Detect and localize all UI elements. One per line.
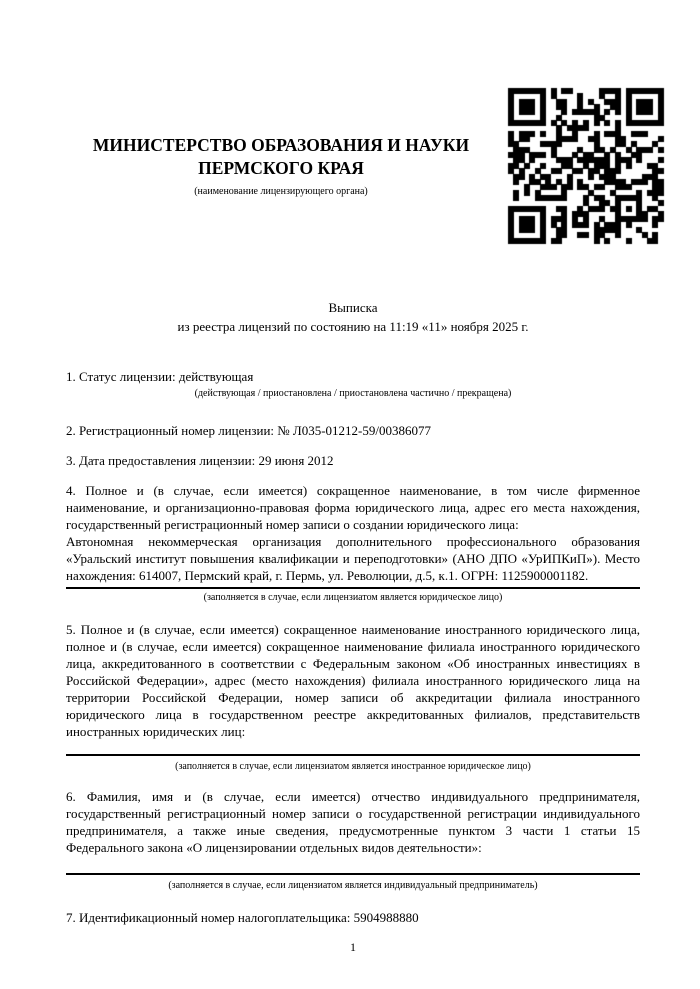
document-content bbox=[66, 0, 640, 956]
document-title-block bbox=[66, 298, 640, 336]
item-2-registration-number bbox=[66, 422, 640, 439]
item-text: 4. Полное и (в случае, если имеется) сокращенное наименование, в том числе фирменное наименование, и организационно-правовая форма юридического лица, адрес его места нахождения, государственный регистрационный номер записи о создании юридического лица: bbox=[66, 483, 640, 532]
item-fill-caption: (заполняется в случае, если лицензиатом является индивидуальный предприниматель) bbox=[168, 880, 538, 891]
document-title: Выписка bbox=[328, 300, 378, 315]
ministry-name-line2: ПЕРМСКОГО КРАЯ bbox=[198, 158, 364, 178]
item-3-grant-date bbox=[66, 452, 640, 469]
item-4-legal-entity bbox=[66, 482, 640, 604]
page-number: 1 bbox=[350, 940, 356, 954]
item-6-individual-entrepreneur bbox=[66, 788, 640, 892]
separator-line bbox=[66, 754, 640, 756]
item-text: 2. Регистрационный номер лицензии: № Л035-01212-59/00386077 bbox=[66, 423, 432, 438]
document-subtitle: из реестра лицензий по состоянию на 11:19 «11» ноября 2025 г. bbox=[177, 319, 529, 334]
item-5-foreign-entity bbox=[66, 621, 640, 773]
item-7-taxpayer-id bbox=[66, 909, 640, 926]
ministry-name-line1: МИНИСТЕРСТВО ОБРАЗОВАНИЯ И НАУКИ bbox=[92, 135, 470, 155]
item-text: 3. Дата предоставления лицензии: 29 июня 2012 bbox=[66, 453, 334, 468]
item-text: 5. Полное и (в случае, если имеется) сокращенное наименование иностранного юридического лица, полное и (в случае, если имеется) сокращенное наименование филиала иностранного юридического лица, аккредитованного в соответствии с Федеральным законом «Об иностранных инвестициях в Российской Федерации», адрес (место нахождения) филиала иностранного юридического лица на территории Российской Федерации, номер записи об аккредитации филиала иностранного юридического лица в государственном реестре аккредитованных филиалов, представительств иностранных юридических лиц: bbox=[66, 622, 640, 739]
item-answer: Автономная некоммерческая организация дополнительного профессионального образования «Уральский институт повышения квалификации и переподготовки» (АНО ДПО «УрИПКиП»). Место нахождения: 614007, Пермский край, г. Пермь, ул. Революции, д.5, к.1. ОГРН: 1125900001182. bbox=[66, 534, 640, 583]
item-text: 7. Идентификационный номер налогоплательщика: 5904988880 bbox=[66, 910, 419, 925]
ministry-name-caption: (наименование лицензирующего органа) bbox=[194, 186, 368, 197]
licensing-authority-header bbox=[66, 134, 496, 198]
item-1-license-status bbox=[66, 368, 640, 400]
item-text: 6. Фамилия, имя и (в случае, если имеется) отчество индивидуального предпринимателя, государственный регистрационный номер записи о государственной регистрации индивидуального предпринимателя, а также иные сведения, предусмотренные пунктом 3 части 1 статьи 15 Федерального закона «О лицензировании отдельных видов деятельности»: bbox=[66, 789, 640, 855]
item-fill-caption: (действующая / приостановлена / приостановлена частично / прекращена) bbox=[194, 388, 512, 399]
item-fill-caption: (заполняется в случае, если лицензиатом является юридическое лицо) bbox=[203, 592, 503, 603]
item-text: 1. Статус лицензии: действующая bbox=[66, 369, 254, 384]
ministry-name bbox=[66, 134, 496, 180]
separator-line bbox=[66, 873, 640, 875]
separator-line bbox=[66, 587, 640, 589]
item-fill-caption: (заполняется в случае, если лицензиатом является иностранное юридическое лицо) bbox=[175, 761, 531, 772]
